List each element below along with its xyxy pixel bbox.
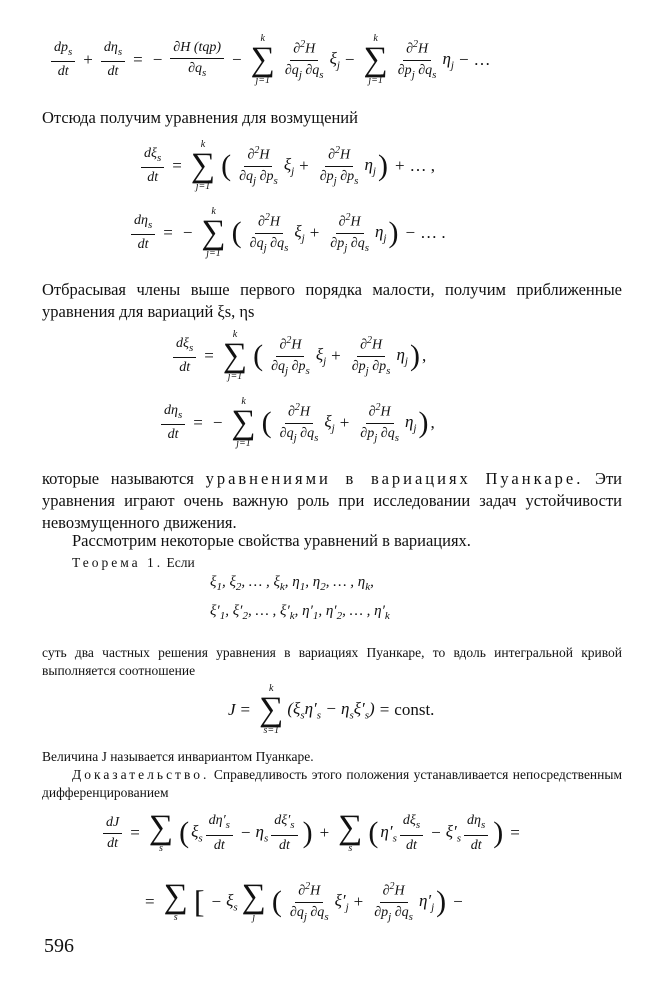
paragraph-proof: Доказательство. Справедливость этого положения устанавливается непосредственным дифференцированием <box>42 767 622 800</box>
ellipsis: … <box>473 50 491 69</box>
paragraph-discard: Отбрасывая члены выше первого порядка малости, получим приближенные уравнения для вариаций ξs, ηs <box>42 280 622 321</box>
paragraph-solutions: суть два частных решения уравнения в вариациях Пуанкаре, то вдоль интегральной кривой выполняется соотношение <box>42 645 622 678</box>
sum-symbol: k ∑ j=1 <box>231 396 256 449</box>
equation-perturbation-xi: $\frac{d\xi_s}{dt}$ = k ∑ j=1 ( $\frac{\partial^2H}{\partial q_j \partial p_s}$ $\xi_j$ + $\frac{\partial^2H}{\partial p_j \partial p_s}$ $\eta_j$ ) + … , <box>138 140 435 192</box>
equation-proof-line-2: = ∑ s [ − $\xi_s$ ∑ j ( $\frac{\partial^2H}{\partial q_j \partial q_s}$ $\xi'_j$ + $\frac{\partial^2H}{\partial p_j \partial q_s}$ $\eta'_j$ ) − <box>145 877 463 923</box>
solution-row-2: $\xi'_1$, $\xi'_2$, … , $\xi'_k$, $\eta'_1$, $\eta'_2$, … , $\eta'_k$ <box>210 603 390 622</box>
paragraph-invariant: Величина J называется инвариантом Пуанкаре. <box>42 749 314 764</box>
sum-symbol: ∑ s <box>148 809 174 855</box>
solution-row-1: $\xi_1$, $\xi_2$, … , $\xi_k$, $\eta_1$, $\eta_2$, … , $\eta_k$, <box>210 574 374 593</box>
fraction-deta-dt: $\frac{d\eta_s}{dt}$ <box>101 39 125 82</box>
sum-symbol: ∑ s <box>338 809 363 855</box>
sum-symbol: k ∑ j=1 <box>250 33 275 86</box>
ellipsis: … , <box>409 156 436 175</box>
equation-variation-xi: $\frac{d\xi_s}{dt}$ = k ∑ j=1 ( $\frac{\partial^2H}{\partial q_j \partial p_s}$ $\xi_j$ + $\frac{\partial^2H}{\partial p_j \partial p_s}$ $\eta_j$ ) , <box>170 330 426 382</box>
fraction-dH-dqs: $\frac{\text{∂H (tqp)}}{\partial q_s}$ <box>170 39 224 82</box>
sum-symbol: k ∑ s=1 <box>259 683 284 736</box>
paragraph-called: которые называются уравнениями в вариациях Пуанкаре. Эти уравнения играют очень важную роль при исследовании задач устойчивости невозмущенного движения. <box>42 469 622 532</box>
sum-symbol: k ∑ j=1 <box>201 206 226 259</box>
sum-symbol: k ∑ j=1 <box>363 33 388 86</box>
sum-symbol: ∑ j <box>241 877 266 923</box>
equation-variation-eta: $\frac{d\eta_s}{dt}$ = − k ∑ j=1 ( $\frac{\partial^2H}{\partial q_j \partial q_s}$ $\xi_j$ + $\frac{\partial^2H}{\partial p_j \partial q_s}$ $\eta_j$ ) , <box>158 397 435 449</box>
equation-perturbation-eta: $\frac{d\eta_s}{dt}$ = − k ∑ j=1 ( $\frac{\partial^2H}{\partial q_j \partial q_s}$ $\xi_j$ + $\frac{\partial^2H}{\partial p_j \partial q_s}$ $\eta_j$ ) − … . <box>128 207 446 259</box>
sum-symbol: k ∑ j=1 <box>190 139 216 192</box>
sum-symbol: ∑ s <box>163 877 188 923</box>
ellipsis: … . <box>420 223 446 242</box>
page-number: 596 <box>44 935 74 957</box>
paragraph-consider: Рассмотрим некоторые свойства уравнений в вариациях. <box>72 531 471 550</box>
paragraph-intro: Отсюда получим уравнения для возмущений <box>42 108 358 127</box>
paragraph-theorem: Теорема 1. Если <box>72 555 195 570</box>
equation-momentum-derivative: $\frac{dp_s}{dt}$ + $\frac{d\eta_s}{dt}$ = − $\frac{\text{∂H (tqp)}}{\partial q_s}$ − k ∑ j=1 $\frac{\partial^2H}{\partial q_j \partial q_s}$ $\xi_j$ − k ∑ j=1 $\frac{\partial^2H}{\partial p_j \partial q_s}$ $\eta_j$ − … <box>48 34 491 86</box>
sum-symbol: k ∑ j=1 <box>222 329 248 382</box>
equation-poincare-invariant: J = k ∑ s=1 $(\xi_s\eta'_s - \eta_s\xi'_s)$ = const. <box>228 683 435 736</box>
equation-proof-line-1: $\frac{dJ}{dt}$ = ∑ s ( $\xi_s$ $\frac{d\eta'_s}{dt}$ − $\eta_s$ $\frac{d\xi'_s}{dt}$ ) + ∑ s ( $\eta'_s$ $\frac{d\xi_s}{dt}$ − $\xi'_s$ $\frac{d\eta_s}{dt}$ ) = <box>100 812 525 855</box>
const-text: const. <box>394 700 435 719</box>
fraction-dps-dt: $\frac{dp_s}{dt}$ <box>51 39 75 82</box>
